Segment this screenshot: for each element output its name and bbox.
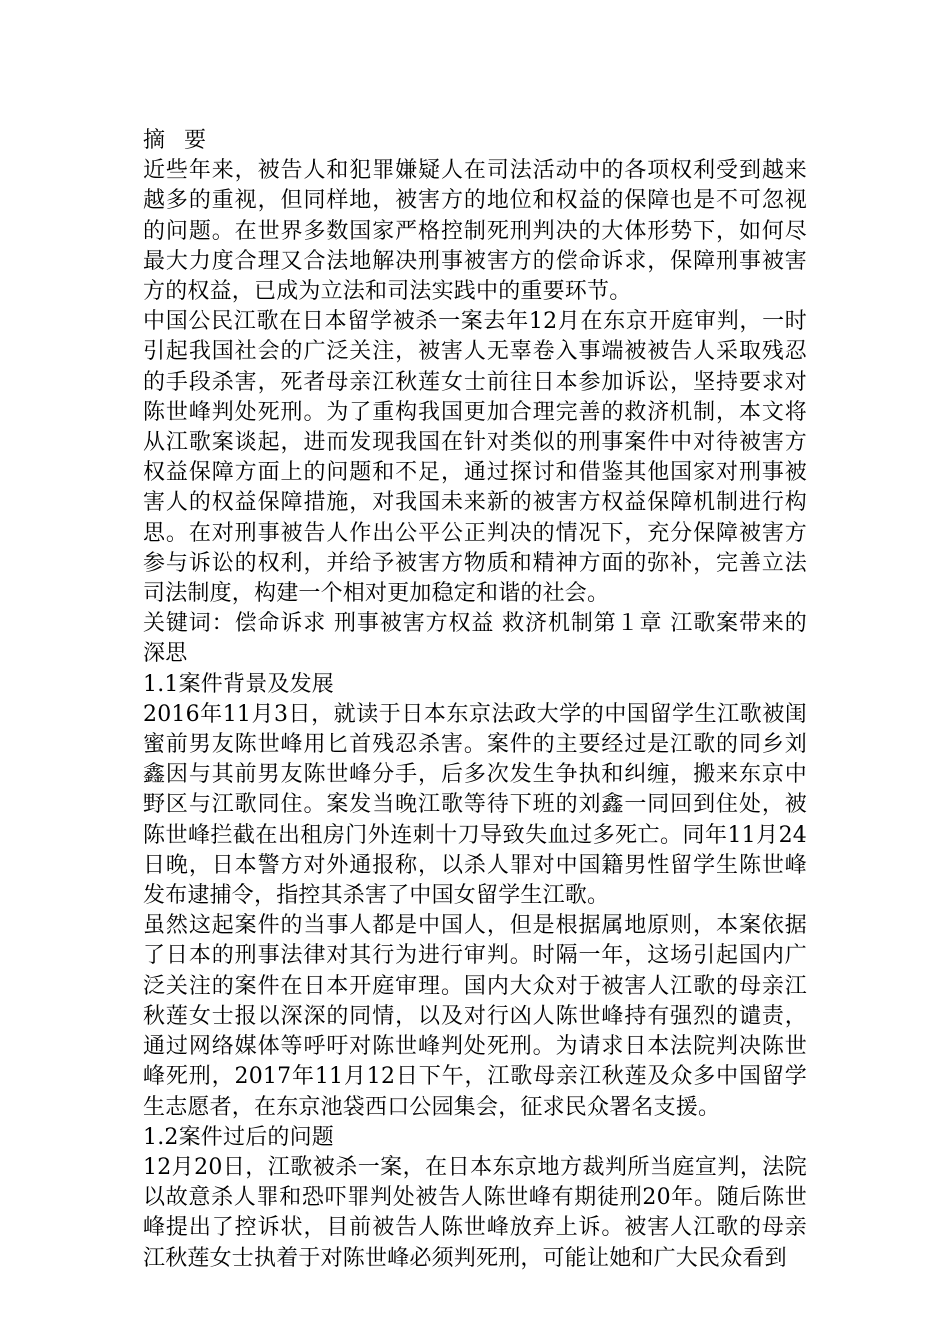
section-1-1-heading: 1.1案件背景及发展	[143, 671, 334, 697]
section-1-2-heading: 1.2案件过后的问题	[143, 1124, 334, 1150]
document-body	[143, 126, 807, 1274]
abstract-paragraph-2: 中国公民江歌在日本留学被杀一案去年12月在东京开庭审判，一时引起我国社会的广泛关注，被害人无辜卷入事端被被告人采取残忍的手段杀害，死者母亲江秋莲女士前往日本参加诉讼，坚持要求对陈世峰判处死刑。为了重构我国更加合理完善的救济机制，本文将从江歌案谈起，进而发现我国在针对类似的刑事案件中对待被害方权益保障方面上的问题和不足，通过探讨和借鉴其他国家对刑事被害人的权益保障措施，对我国未来新的被害方权益保障机制进行构思。在对刑事被告人作出公平公正判决的情况下，充分保障被害方参与诉讼的权利，并给予被害方物质和精神方面的弥补，完善立法司法制度，构建一个相对更加稳定和谐的社会。	[143, 309, 807, 607]
section-1-1-paragraph-1: 2016年11月3日，就读于日本东京法政大学的中国留学生江歌被闺蜜前男友陈世峰用匕首残忍杀害。案件的主要经过是江歌的同乡刘鑫因与其前男友陈世峰分手，后多次发生争执和纠缠，搬来东京中野区与江歌同住。案发当晚江歌等待下班的刘鑫一同回到住处，被陈世峰拦截在出租房门外连刺十刀导致失血过多死亡。同年11月24日晚，日本警方对外通报称，以杀人罪对中国籍男性留学生陈世峰发布逮捕令，指控其杀害了中国女留学生江歌。	[143, 701, 807, 909]
section-1-2-paragraph-1: 12月20日，江歌被杀一案，在日本东京地方裁判所当庭宣判，法院以故意杀人罪和恐吓罪判处被告人陈世峰有期徒刑20年。随后陈世峰提出了控诉状，目前被告人陈世峰放弃上诉。被害人江歌的母亲江秋莲女士执着于对陈世峰必须判死刑，可能让她和广大民众看到	[143, 1154, 807, 1271]
abstract-paragraph-1: 近些年来，被告人和犯罪嫌疑人在司法活动中的各项权利受到越来越多的重视，但同样地，被害方的地位和权益的保障也是不可忽视的问题。在世界多数国家严格控制死刑判决的大体形势下，如何尽最大力度合理又合法地解决刑事被害方的偿命诉求，保障刑事被害方的权益，已成为立法和司法实践中的重要环节。	[143, 158, 807, 305]
abstract-title: 摘 要	[143, 128, 212, 153]
section-1-1-paragraph-2: 虽然这起案件的当事人都是中国人，但是根据属地原则，本案依据了日本的刑事法律对其行为进行审判。时隔一年，这场引起国内广泛关注的案件在日本开庭审理。国内大众对于被害人江歌的母亲江秋莲女士报以深深的同情，以及对行凶人陈世峰持有强烈的谴责，通过网络媒体等呼吁对陈世峰判处死刑。为请求日本法院判决陈世峰死刑，2017年11月12日下午，江歌母亲江秋莲及众多中国留学生志愿者，在东京池袋西口公园集会，征求民众署名支援。	[143, 913, 807, 1120]
keywords-line: 关键词：偿命诉求 刑事被害方权益 救济机制第１章 江歌案带来的深思	[143, 611, 807, 667]
